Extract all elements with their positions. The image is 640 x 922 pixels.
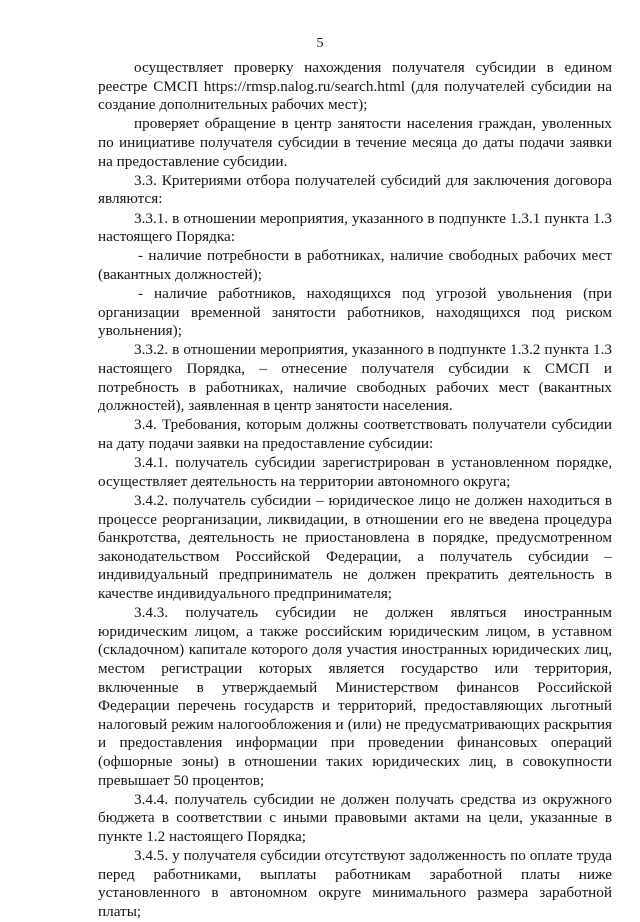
paragraph-3-3: 3.3. Критериями отбора получателей субсидий для заключения договора являются: xyxy=(98,171,612,208)
paragraph-rmsp-check: осуществляет проверку нахождения получателя субсидии в едином реестре СМСП https://rmsp.nalog.ru/search.html (для получателей субсидии на создание дополнительных рабочих мест); xyxy=(98,59,612,114)
document-body xyxy=(98,59,612,922)
paragraph-3-4-1: 3.4.1. получатель субсидии зарегистрирован в установленном порядке, осуществляет деятельность на территории автономного округа; xyxy=(98,454,612,490)
paragraph-3-4: 3.4. Требования, которым должны соответствовать получатели субсидии на дату подачи заявки на предоставление субсидии: xyxy=(98,416,612,453)
paragraph-employment-center-check: проверяет обращение в центр занятости населения граждан, уволенных по инициативе получателя субсидии в течение месяца до даты подачи заявки на предоставление субсидии. xyxy=(98,115,612,170)
paragraph-3-3-1-item-1: - наличие потребности в работниках, наличие свободных рабочих мест (вакантных должностей); xyxy=(98,247,612,283)
paragraph-3-4-5: 3.4.5. у получателя субсидии отсутствуют задолженность по оплате труда перед работниками, выплаты работникам заработной платы ниже установленного в автономном округе минимального размера заработной платы; xyxy=(98,847,612,920)
paragraph-3-4-3: 3.4.3. получатель субсидии не должен являться иностранным юридическим лицом, а также российским юридическим лицом, в уставном (складочном) капитале которого доля участия иностранных юридических лиц, местом регистрации которых является государство или территория, включенные в утверждаемый Министерством финансов Российской Федерации перечень государств и территорий, предоставляющих льготный налоговый режим налогообложения и (или) не предусматривающих раскрытия и предоставления информации при проведении финансовых операций (офшорные зоны) в отношении таких юридических лиц, в совокупности превышает 50 процентов; xyxy=(98,604,612,789)
paragraph-3-3-1: 3.3.1. в отношении мероприятия, указанного в подпункте 1.3.1 пункта 1.3 настоящего Порядка: xyxy=(98,209,612,246)
paragraph-3-3-2: 3.3.2. в отношении мероприятия, указанного в подпункте 1.3.2 пункта 1.3 настоящего Порядка, – отнесение получателя субсидии к СМСП и потребность в работниках, наличие свободных рабочих мест (вакантных должностей), заявленная в центр занятости населения. xyxy=(98,341,612,415)
paragraph-3-4-4: 3.4.4. получатель субсидии не должен получать средства из окружного бюджета в соответствии с иными правовыми актами на цели, указанные в пункте 1.2 настоящего Порядка; xyxy=(98,790,612,845)
page-number: 5 xyxy=(316,36,324,51)
paragraph-3-4-2: 3.4.2. получатель субсидии – юридическое лицо не должен находиться в процессе реорганизации, ликвидации, в отношении его не введена процедура банкротства, деятельность не приостановлена в порядке, предусмотренном законодательством Российской Федерации, а получатель субсидии – индивидуальный предприниматель не должен прекратить деятельность в качестве индивидуального предпринимателя; xyxy=(98,492,612,602)
paragraph-3-3-1-item-2: - наличие работников, находящихся под угрозой увольнения (при организации временной занятости работников, находящихся под риском увольнения); xyxy=(98,285,612,340)
